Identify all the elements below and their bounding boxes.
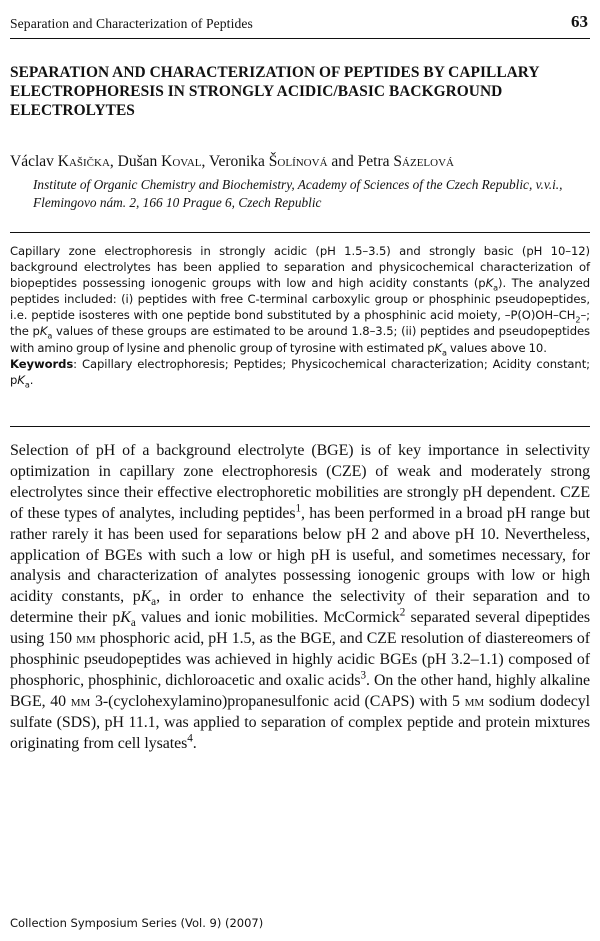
reference-3: 3: [360, 669, 366, 682]
article-title: SEPARATION AND CHARACTERIZATION OF PEPTIDES BY CAPILLARY ELECTROPHORESIS IN STRONGLY ACIDIC/BASIC BACKGROUND ELECTROLYTES: [10, 64, 540, 119]
separator: ,: [201, 153, 206, 170]
author-given: Václav: [10, 153, 54, 170]
abstract: Capillary zone electrophoresis in strongly acidic (pH 1.5–3.5) and strongly basic (pH 10–12) background electrolytes has been applied to separation and physicochemical characterization of biopeptides possessing ionogenic groups with low and high acidity constants $(pK_a)$. The analyzed peptides included: (i) peptides with free C-terminal carboxylic group or phosphinic pseudopeptides, i.e. peptide isosteres with one peptide bond substituted by a phosphinic acid moiety, $-P(O)OH-CH_2-$; the $pK_a$ values of these groups are estimated to be around 1.8–3.5; (ii) peptides and pseudopeptides with amino group of lysine and phenolic group of tyrosine with estimated $pK_a$ values above 10. Keywords: Capillary electrophoresis; Peptides; Physicochemical characterization; Acidity constant; $pK_a$.: [10, 244, 590, 390]
footer: Collection Symposium Series (Vol. 9) (2007): [10, 916, 264, 930]
reference-2: 2: [399, 606, 406, 619]
page-number: 63: [571, 12, 588, 31]
keywords-text: : Capillary electrophoresis; Peptides; Physicochemical characterization; Acidity constant; p: [10, 356, 590, 387]
author-family: Sázelová: [393, 153, 454, 170]
body-paragraph: Selection of pH of a background electrolyte (BGE) is of key importance in selectivity optimization in capillary zone electrophoresis (CZE) of weak and moderately strong electrolytes since their effective electrophoretic mobilities are strongly pH dependent. CZE of these types of analytes, including peptides$^1$, has been performed in a broad pH range but rather rarely it has been used for separations below pH 2 and above pH 10. Nevertheless, application of BGEs with such a low or high pH is useful, and sometimes necessary, for analysis and characterization of analytes possessing ionogenic groups with low or high acidity constants, $pK_a$, in order to enhance the selectivity of their separation and to determine their $pK_a$ values and ionic mobilities. McCormick$^2$ separated several dipeptides using 150 mm phosphoric acid, pH 1.5, as the BGE, and CZE resolution of diastereomers of phosphinic pseudopeptides was achieved in highly acidic BGEs (pH 3.2–1.1) composed of phosphoric, phosphinic, dichloroacetic and oxalic acids$^3$. On the other hand, highly alkaline BGE, 40 mm 3-(cyclohexylamino)propanesulfonic acid (CAPS) with 5 mm sodium dodecyl sulfate (SDS), pH 11.1, was applied to separation of complex peptide and protein mixtures originating from cell lysates$^4$.: [10, 442, 590, 752]
author-given: Petra: [357, 153, 390, 170]
keywords-label: Keywords: [10, 356, 74, 371]
separator: and: [331, 153, 354, 170]
author-given: Veronika: [208, 153, 265, 170]
running-head-title: Separation and Characterization of Peptides: [10, 16, 253, 31]
abstract-box: [10, 232, 590, 427]
reference-4: 4: [187, 732, 193, 745]
running-head: [10, 12, 590, 39]
affiliation: Institute of Organic Chemistry and Biochemistry, Academy of Sciences of the Czech Republic, v.v.i., Flemingovo nám. 2, 166 10 Prague 6, Czech Republic: [33, 177, 563, 210]
separator: ,: [109, 153, 114, 170]
author-list: [10, 152, 454, 171]
author-given: Dušan: [117, 153, 158, 170]
author-family: Kašička: [57, 153, 110, 170]
author-family: Koval: [161, 153, 202, 170]
author-family: Šolínová: [268, 153, 328, 170]
reference-1: 1: [295, 502, 302, 515]
